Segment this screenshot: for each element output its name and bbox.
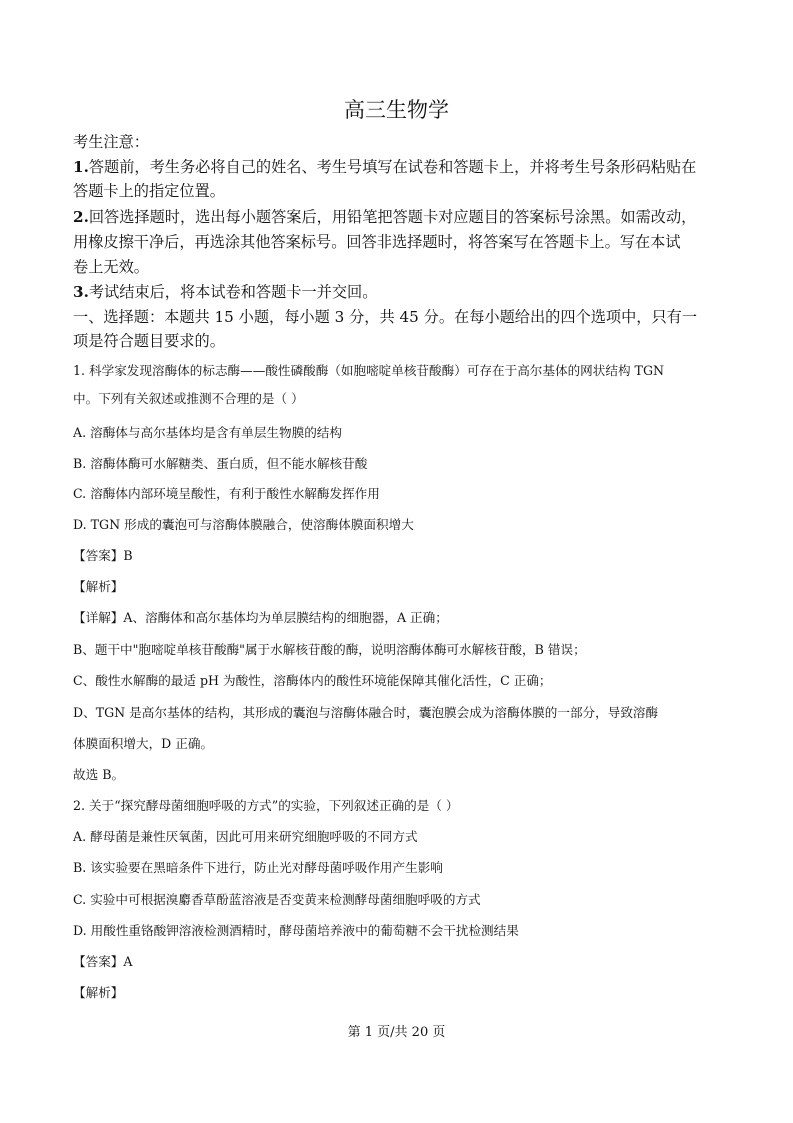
question-2-analysis-tag: 【解析】	[73, 985, 124, 1000]
page-footer: 第 1 页/共 20 页	[347, 1025, 446, 1040]
notice-1-line-1	[73, 156, 723, 178]
question-1-option-d: D. TGN 形成的囊泡可与溶酶体膜融合，使溶酶体膜面积增大	[73, 517, 414, 532]
question-2-stem: 2. 关于“探究酵母菌细胞呼吸的方式”的实验，下列叙述正确的是（ ）	[73, 798, 459, 813]
question-1-option-c: C. 溶酶体内部环境呈酸性，有利于酸性水解酶发挥作用	[73, 486, 380, 501]
question-1-answer: 【答案】B	[73, 548, 133, 563]
question-1-detail-line-4: D、TGN 是高尔基体的结构，其形成的囊泡与溶酶体融合时，囊泡膜会成为溶酶体膜的一部分，导致溶酶	[73, 705, 659, 720]
question-2-option-a: A. 酵母菌是兼性厌氧菌，因此可用来研究细胞呼吸的不同方式	[73, 829, 418, 844]
section-one-line-1: 一、选择题：本题共 15 小题，每小题 3 分，共 45 分。在每小题给出的四个选项中，只有一	[73, 308, 698, 326]
notice-2-line-1	[73, 206, 723, 228]
notice-2-line-2: 用橡皮擦干净后，再选涂其他答案标号。回答非选择题时，将答案写在答题卡上。写在本试	[73, 233, 681, 251]
question-1-detail-line-1: 【详解】A、溶酶体和高尔基体均为单层膜结构的细胞器，A 正确；	[73, 610, 448, 625]
question-1-option-a: A. 溶酶体与高尔基体均是含有单层生物膜的结构	[73, 425, 342, 440]
question-2-answer: 【答案】A	[73, 954, 133, 969]
question-2-option-b: B. 该实验要在黑暗条件下进行，防止光对酵母菌呼吸作用产生影响	[73, 860, 443, 875]
notice-1-text: 答题前，考生务必将自己的姓名、考生号填写在试卷和答题卡上，并将考生号条形码粘贴在	[88, 158, 697, 176]
notice-2-line-3: 卷上无效。	[73, 258, 149, 276]
question-1-detail-line-5: 体膜面积增大，D 正确。	[73, 736, 214, 751]
question-2-option-d: D. 用酸性重铬酸钾溶液检测酒精时，酵母菌培养液中的葡萄糖不会干扰检测结果	[73, 923, 519, 938]
notice-1-line-2: 答题卡上的指定位置。	[73, 182, 225, 200]
notice-2-text: 回答选择题时，选出每小题答案后，用铅笔把答题卡对应题目的答案标号涂黑。如需改动，	[88, 208, 697, 226]
question-1-stem-line-2: 中。下列有关叙述或推测不合理的是（ ）	[73, 391, 304, 406]
notice-3-text: 考试结束后，将本试卷和答题卡一并交回。	[88, 283, 378, 301]
notice-2-number: 2.	[73, 208, 89, 226]
question-1-conclusion: 故选 B。	[73, 767, 125, 782]
notice-heading: 考生注意：	[73, 133, 149, 151]
question-1-detail-line-3: C、酸性水解酶的最适 pH 为酸性，溶酶体内的酸性环境能保障其催化活性，C 正确；	[73, 673, 552, 688]
notice-3-line-1	[73, 281, 723, 303]
question-2-option-c: C. 实验中可根据溴麝香草酚蓝溶液是否变黄来检测酵母菌细胞呼吸的方式	[73, 892, 481, 907]
question-1-analysis-tag: 【解析】	[73, 579, 124, 594]
section-one-line-2: 项是符合题目要求的。	[73, 332, 225, 350]
page-title: 高三生物学	[344, 98, 449, 122]
question-1-stem-line-1: 1. 科学家发现溶酶体的标志酶——酸性磷酸酶（如胞嘧啶单核苷酸酶）可存在于高尔基体的网状结构 TGN	[73, 363, 665, 378]
notice-3-number: 3.	[73, 283, 89, 301]
question-1-detail-line-2: B、题干中"胞嘧啶单核苷酸酶"属于水解核苷酸的酶，说明溶酶体酶可水解核苷酸，B 错误；	[73, 642, 586, 657]
question-1-option-b: B. 溶酶体酶可水解糖类、蛋白质，但不能水解核苷酸	[73, 456, 368, 471]
notice-1-number: 1.	[73, 158, 89, 176]
